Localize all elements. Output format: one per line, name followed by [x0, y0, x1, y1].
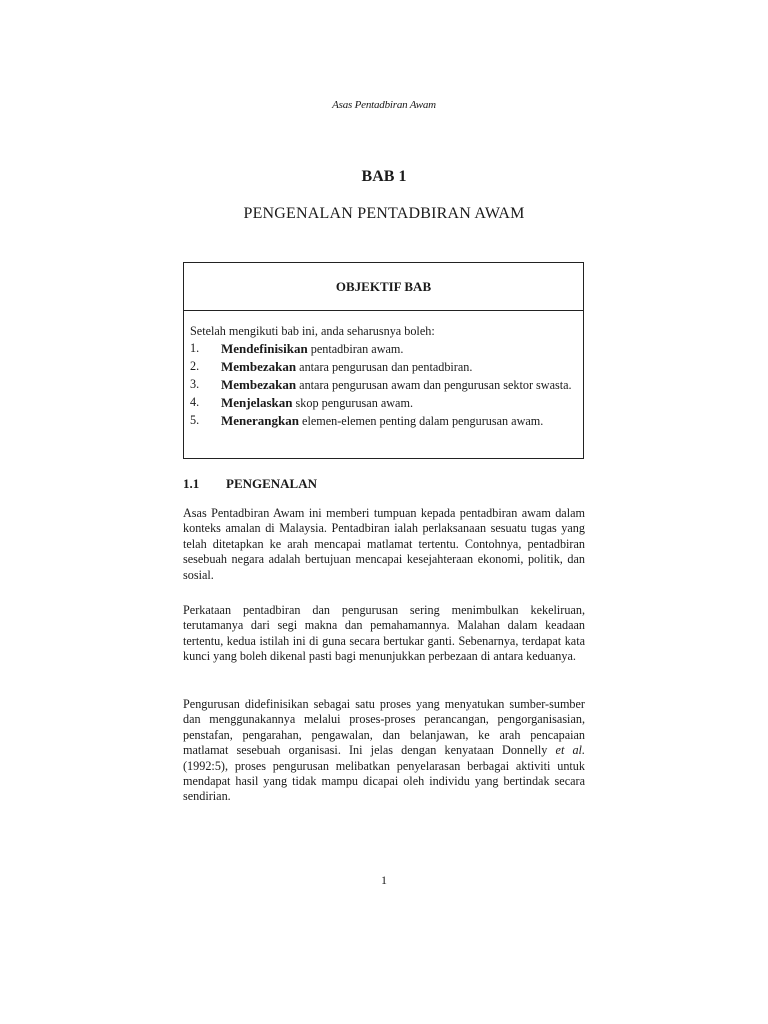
- objective-item: [190, 376, 577, 394]
- objective-rest: pentadbiran awam.: [307, 342, 404, 356]
- objective-item: [190, 394, 577, 412]
- chapter-title: PENGENALAN PENTADBIRAN AWAM: [243, 205, 525, 222]
- objective-number: 3.: [190, 377, 200, 391]
- objectives-list: [190, 340, 577, 430]
- objectives-box: [183, 262, 584, 459]
- citation-et-al: et al.: [555, 743, 585, 758]
- objective-text: [221, 358, 577, 376]
- section-number: 1.1: [183, 476, 200, 491]
- objective-number: 2.: [190, 359, 200, 373]
- objectives-intro: Setelah mengikuti bab ini, anda seharusnya boleh:: [190, 324, 435, 338]
- objective-keyword: Membezakan: [221, 359, 297, 374]
- running-header: Asas Pentadbiran Awam: [332, 99, 436, 111]
- paragraph-2: Perkataan pentadbiran dan pengurusan sering menimbulkan kekeliruan, terutamanya dari segi makna dan pemahamannya. Malahan dalam keadaan tertentu, kedua istilah ini di guna secara bertukar ganti. Sebenarnya, terdapat kata kunci yang boleh dikenal pasti bagi menunjukkan perbezaan di antara keduanya.: [183, 603, 585, 664]
- objective-keyword: Menjelaskan: [221, 395, 293, 410]
- section-title: PENGENALAN: [226, 476, 318, 491]
- objective-text: [221, 412, 577, 430]
- paragraph-3-text-b: (1992:5), proses pengurusan melibatkan penyelarasan berbagai aktiviti untuk mendapat hasil yang tidak mampu dicapai oleh individu yang bertindak secara sendirian.: [183, 758, 585, 804]
- paragraph-1: Asas Pentadbiran Awam ini memberi tumpuan kepada pentadbiran awam dalam konteks amalan di Malaysia. Pentadbiran ialah perlaksanaan sesuatu tugas yang telah ditetapkan ke arah mencapai matlamat tertentu. Contohnya, pentadbiran sesebuah negara adalah bertujuan mencapai kesejahteraan ekonomi, politik, dan sosial.: [183, 506, 585, 582]
- page-number: 1: [381, 873, 387, 887]
- objectives-heading: OBJEKTIF BAB: [184, 263, 583, 311]
- objective-item: [190, 412, 577, 430]
- objective-number: 5.: [190, 413, 200, 427]
- objective-item: [190, 340, 577, 358]
- section-heading: [183, 476, 317, 492]
- objective-keyword: Membezakan: [221, 377, 297, 392]
- objective-text: [221, 376, 577, 394]
- objective-keyword: Menerangkan: [221, 413, 299, 428]
- chapter-number: BAB 1: [361, 168, 407, 185]
- objective-rest: antara pengurusan dan pentadbiran.: [296, 360, 473, 374]
- paragraph-3: [183, 697, 585, 805]
- objective-text: [221, 394, 577, 412]
- objective-item: [190, 358, 577, 376]
- objective-rest: antara pengurusan awam dan pengurusan sektor swasta.: [296, 378, 572, 392]
- objective-number: 4.: [190, 395, 200, 409]
- objective-rest: skop pengurusan awam.: [292, 396, 413, 410]
- objective-rest: elemen-elemen penting dalam pengurusan awam.: [299, 414, 544, 428]
- paragraph-3-text-a: Pengurusan didefinisikan sebagai satu proses yang menyatukan sumber-sumber dan menggunakannya melalui proses-proses perancangan, pengorganisasian, penstafan, pengarahan, pengawalan, dan belanjawan, ke arah pencapaian matlamat sesebuah organisasi. Ini jelas dengan kenyataan Donnelly: [183, 697, 585, 758]
- objectives-body: [184, 311, 583, 430]
- objective-text: [221, 340, 577, 358]
- objective-number: 1.: [190, 341, 200, 355]
- objective-keyword: Mendefinisikan: [221, 341, 308, 356]
